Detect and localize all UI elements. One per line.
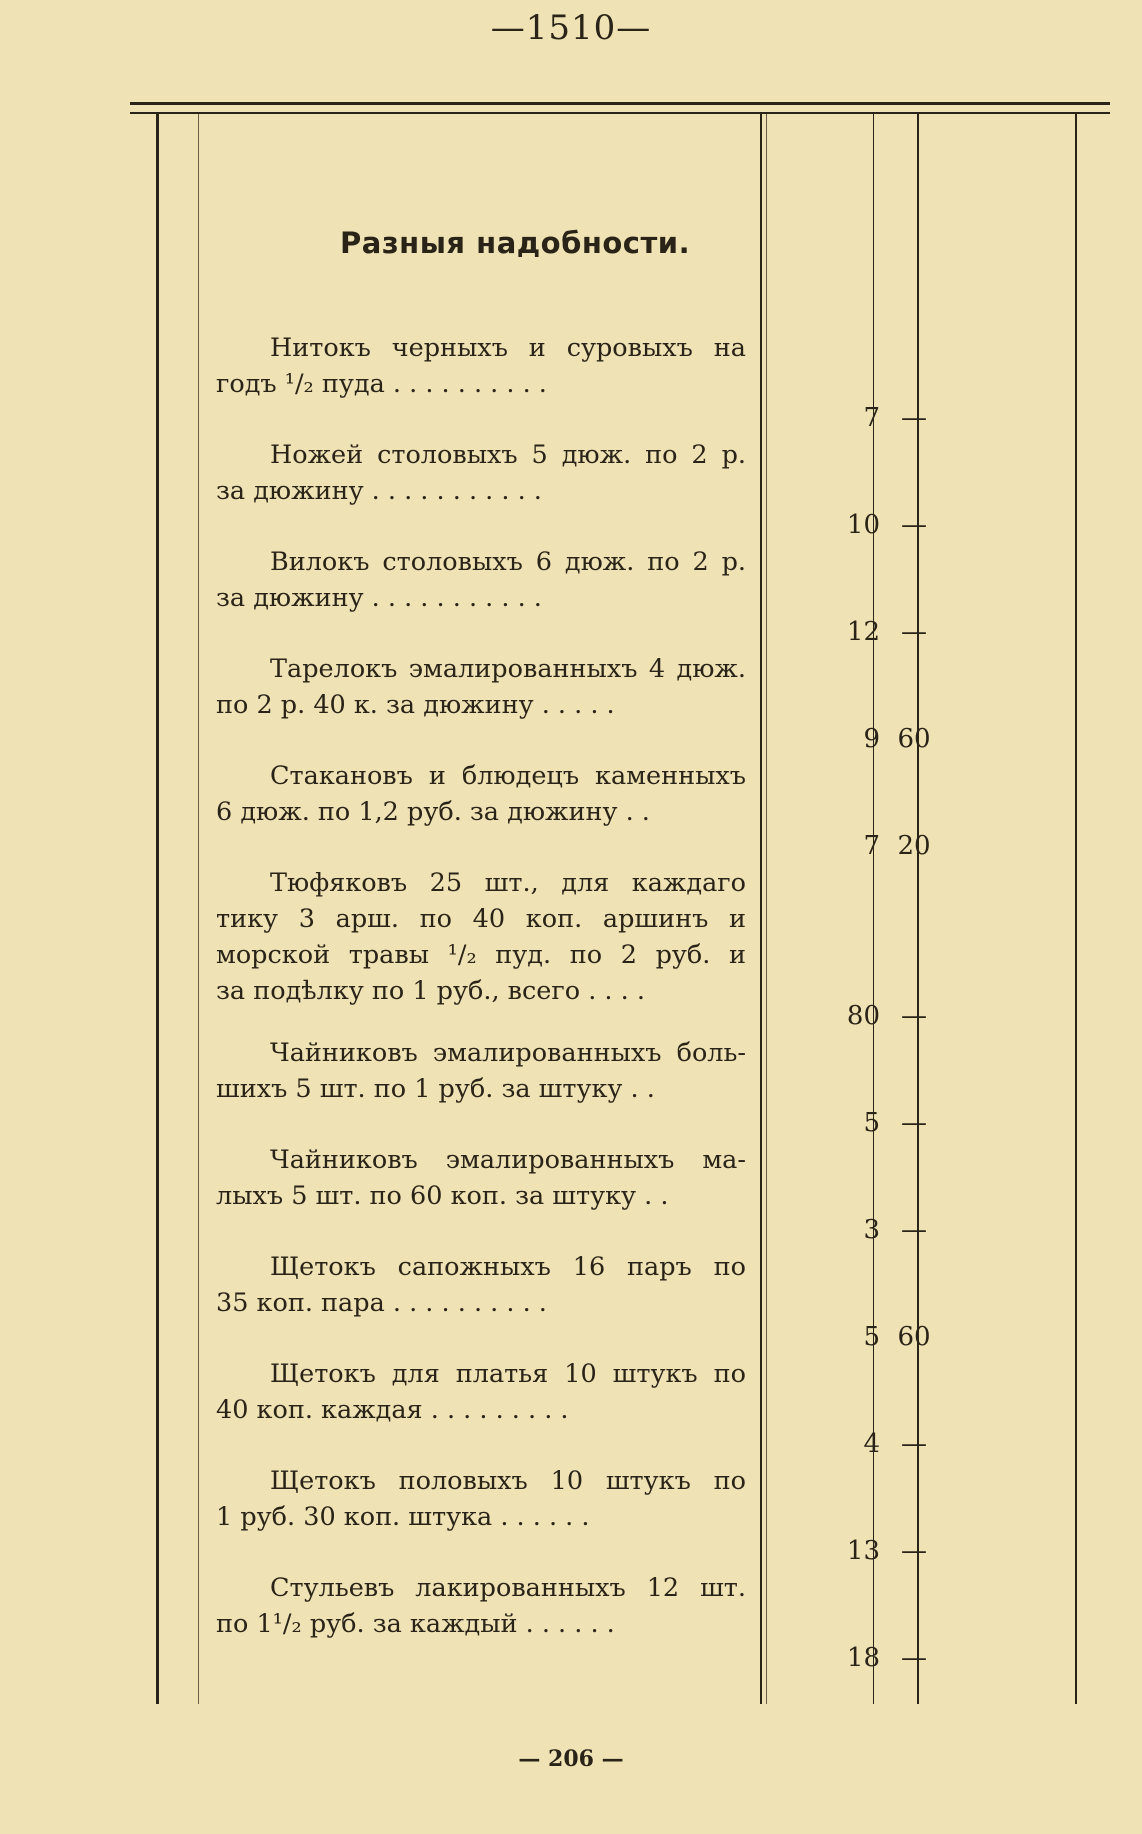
entry-kopeks: — bbox=[901, 1001, 927, 1031]
entry-line: за дюжину . . . . . . . . . . . bbox=[216, 476, 542, 506]
entry-rubles: 12 bbox=[846, 617, 880, 647]
entry-line: Тарелокъ эмалированныхъ 4 дюж. bbox=[270, 654, 746, 684]
entry-rubles: 9 bbox=[863, 724, 880, 754]
entry-kopeks: 60 bbox=[897, 724, 931, 754]
entry-line: Щетокъ для платья 10 штукъ по bbox=[270, 1359, 746, 1389]
entry bbox=[216, 1570, 927, 1677]
entry-rubles: 80 bbox=[846, 1001, 880, 1031]
entry-kopeks: — bbox=[901, 1108, 927, 1138]
entry-line: Стакановъ и блюдецъ каменныхъ bbox=[270, 761, 746, 791]
entry-rubles: 7 bbox=[863, 831, 880, 861]
entry bbox=[216, 1356, 927, 1463]
entry-line: 6 дюж. по 1,2 руб. за дюжину . . bbox=[216, 797, 650, 827]
entry-line: лыхъ 5 шт. по 60 коп. за штуку . . bbox=[216, 1181, 669, 1211]
column-rule-kopeks bbox=[917, 114, 919, 1704]
entry-kopeks: — bbox=[901, 1536, 927, 1566]
entry-kopeks: — bbox=[901, 1643, 927, 1673]
entry-rubles: 10 bbox=[846, 510, 880, 540]
entry-kopeks: 60 bbox=[897, 1322, 931, 1352]
entry bbox=[216, 330, 927, 437]
column-rule-right bbox=[1075, 114, 1077, 1704]
entry-line: тику 3 арш. по 40 коп. аршинъ и bbox=[216, 904, 746, 934]
entry-line: годъ ¹/₂ пуда . . . . . . . . . . bbox=[216, 369, 547, 399]
entry-line: Нитокъ черныхъ и суровыхъ на bbox=[270, 333, 746, 363]
entry bbox=[216, 1249, 931, 1356]
entry-line: за дюжину . . . . . . . . . . . bbox=[216, 583, 542, 613]
entry-line: Тюфяковъ 25 шт., для каждаго bbox=[270, 868, 746, 898]
entry-line: морской травы ¹/₂ пуд. по 2 руб. и bbox=[216, 940, 746, 970]
section-title: Разныя надобности. bbox=[340, 226, 691, 260]
entry-kopeks: — bbox=[901, 510, 927, 540]
entry-line: 1 руб. 30 коп. штука . . . . . . bbox=[216, 1502, 590, 1532]
entry-rubles: 4 bbox=[863, 1429, 880, 1459]
entry-line: Щетокъ половыхъ 10 штукъ по bbox=[270, 1466, 746, 1496]
entry-line: Стульевъ лакированныхъ 12 шт. bbox=[270, 1573, 746, 1603]
entry-line: Щетокъ сапожныхъ 16 паръ по bbox=[270, 1252, 746, 1282]
entry-rubles: 5 bbox=[863, 1108, 880, 1138]
entry-line: по 1¹/₂ руб. за каждый . . . . . . bbox=[216, 1609, 615, 1639]
entry bbox=[216, 1035, 927, 1142]
entry-rubles: 13 bbox=[846, 1536, 880, 1566]
entry bbox=[216, 437, 927, 544]
entry-line: 40 коп. каждая . . . . . . . . . bbox=[216, 1395, 569, 1425]
entries-list bbox=[216, 330, 931, 1677]
entry-rubles: 7 bbox=[863, 403, 880, 433]
entry-kopeks: — bbox=[901, 403, 927, 433]
entry-line: по 2 р. 40 к. за дюжину . . . . . bbox=[216, 690, 615, 720]
entry-rubles: 18 bbox=[846, 1643, 880, 1673]
column-rule-mid-inner bbox=[766, 114, 767, 1704]
entry-rubles: 5 bbox=[863, 1322, 880, 1352]
entry bbox=[216, 865, 927, 1035]
entry-kopeks: 20 bbox=[897, 831, 931, 861]
column-rule-left-inner bbox=[198, 114, 199, 1704]
entry-line: шихъ 5 шт. по 1 руб. за штуку . . bbox=[216, 1074, 655, 1104]
entry-line: за подѣлку по 1 руб., всего . . . . bbox=[216, 976, 645, 1006]
entry-line: 35 коп. пара . . . . . . . . . . bbox=[216, 1288, 547, 1318]
header-rule-thin bbox=[130, 112, 1110, 114]
entry bbox=[216, 651, 931, 758]
entry bbox=[216, 544, 927, 651]
entry-kopeks: — bbox=[901, 1215, 927, 1245]
header-rule bbox=[130, 102, 1110, 105]
entry bbox=[216, 758, 931, 865]
entry-line: Вилокъ столовыхъ 6 дюж. по 2 р. bbox=[270, 547, 746, 577]
page-number-top: —1510— bbox=[490, 8, 652, 48]
entry-rubles: 3 bbox=[863, 1215, 880, 1245]
page-number-bottom: — 206 — bbox=[518, 1746, 624, 1772]
entry-line: Чайниковъ эмалированныхъ боль- bbox=[270, 1038, 746, 1068]
entry-kopeks: — bbox=[901, 1429, 927, 1459]
entry-line: Чайниковъ эмалированныхъ ма- bbox=[270, 1145, 746, 1175]
column-rule-mid bbox=[760, 114, 762, 1704]
column-rule-rubles bbox=[873, 114, 874, 1704]
entry bbox=[216, 1142, 927, 1249]
column-rule-left bbox=[156, 114, 159, 1704]
entry-line: Ножей столовыхъ 5 дюж. по 2 р. bbox=[270, 440, 746, 470]
entry bbox=[216, 1463, 927, 1570]
entry-kopeks: — bbox=[901, 617, 927, 647]
